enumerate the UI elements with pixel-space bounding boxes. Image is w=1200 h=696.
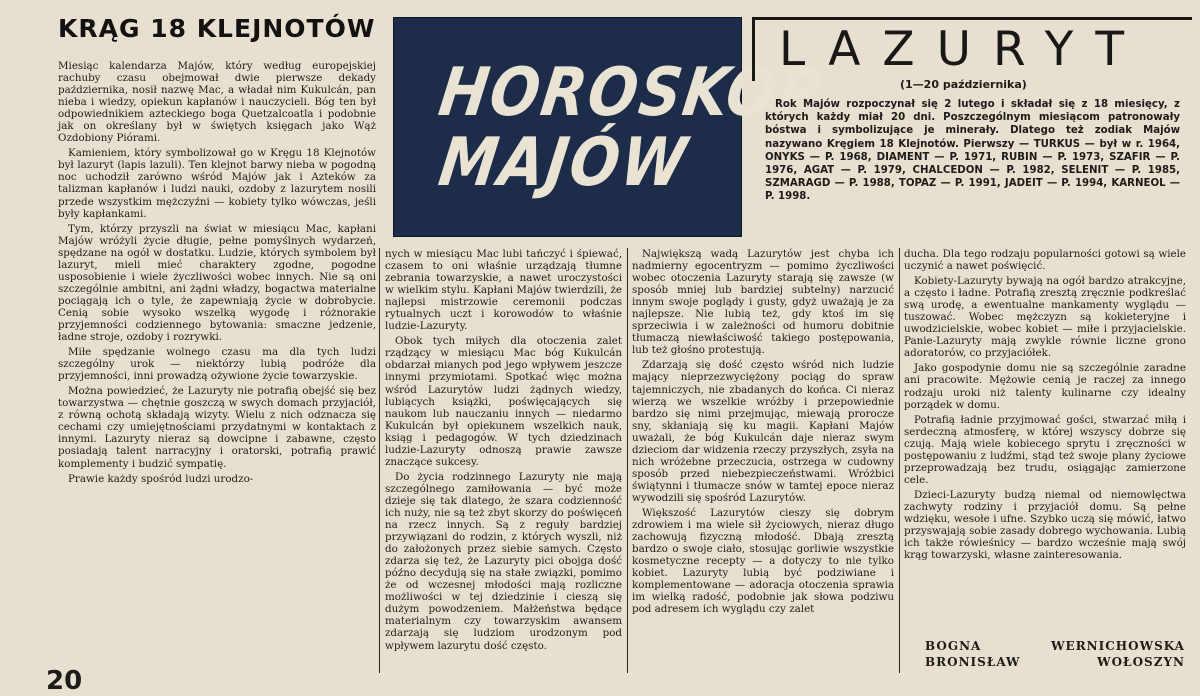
paragraph: Można powiedzieć, że Lazuryty nie potrafią obejść się bez towarzystwa — chętnie goszczą w swych domach przyjaciół, z równą ochotą składają wizyty. Wielu z nich odznacza się cechami czy umiejętnościami przydatnymi w kontaktach z innymi. Lazuryty nieraz są dowcipne i zabawne, często posiadają talent narracyjny i oratorski, potrafią prawić komplementy i budzić sympatię.	[58, 385, 376, 470]
paragraph: Miesiąc kalendarza Majów, który według europejskiej rachuby czasu obejmował dwie pierwsze dekady października, nosił nazwę Mac, a władał nim Kukulcán, pan nieba i wiedzy, opiekun kapłanów i nauczycieli. Bóg ten był odpowiednikiem azteckiego boga Quetzalcoatla i podobnie jak on określany był w świętych księgach jako Wąż Ozdobiony Piórami.	[58, 60, 376, 145]
page-number: 20	[46, 666, 83, 696]
author-last-name: WERNICHOWSKA	[1051, 639, 1185, 653]
column-rule	[899, 248, 900, 673]
sign-title: LAZURYT	[752, 17, 1192, 81]
paragraph: Zdarzają się dość często wśród nich ludzie mający nieprzezwyciężony pociąg do spraw tajemniczych, nie zbadanych do końca. Ci nieraz wierzą we wszelkie wróżby i przepowiednie bardzo się nimi przejmując, miewają prorocze sny, skłaniają się ku magii. Kapłani Majów uważali, że bóg Kukulcán daje nieraz swym dzieciom dar widzenia rzeczy przyszłych, zsyła na nich wróżebne przeczucia, ostrzega w cudowny sposób przed niebezpieczeństwami. Wróżbici świątynni i tłumacze snów w tamtej epoce nieraz wywodzili się spośród Lazurytów.	[632, 359, 894, 504]
intro-text: Rok Majów rozpoczynał się 2 lutego i składał się z 18 miesięcy, z których każdy miał 20 dni. Poszczególnym miesiącom patronowały bóstwa i symbolizujące je minerały. Dlatego też zodiak Majów nazywano Kręgiem 18 Klejnotów. Pierwszy — TURKUS — był w r. 1964, ONYKS — P. 1968, DIAMENT — P. 1971, RUBIN — P. 1973, SZAFIR — P. 1976, AGAT — P. 1979, CHALCEDON — P. 1982, SELENIT — P. 1985, SZMARAGD — P. 1988, TOPAZ — P. 1991, JADEIT — P. 1994, KARNEOL — P. 1998.	[765, 99, 1180, 203]
author-first-name: BRONISŁAW	[925, 655, 1021, 669]
column-rule	[627, 248, 628, 673]
horoscope-title-line1: HOROSKOP	[434, 52, 829, 132]
text-column-2	[385, 248, 622, 655]
text-column-4	[904, 248, 1186, 564]
paragraph: Do życia rodzinnego Lazuryty nie mają szczególnego zamiłowania — być może dzieje się tak dlatego, że szara codzienność ich nuży, nie są też zbyt skorzy do poświęceń na rzecz innych. Są z reguły bardziej przywiązani do rodzin, z których wyszli, niż do założonych przez siebie samych. Często zdarza się też, że Lazuryty pici obojga dość późno decydują się na stałe związki, pomimo że od wczesnej młodości mają rozliczne możliwości w tej dziedzinie i cieszą się dużym powodzeniem. Małżeństwa będące materialnym czy towarzyskim awansem zdarzają się ludziom urodzonym pod wpływem lazurytu dość często.	[385, 470, 622, 652]
author-last-name: WOŁOSZYN	[1097, 655, 1185, 669]
paragraph: ducha. Dla tego rodzaju popularności gotowi są wiele uczynić a nawet poświęcić.	[904, 248, 1186, 273]
intro-paragraph	[765, 98, 1180, 204]
author-first-name: BOGNA	[925, 639, 982, 653]
sign-dates: (1—20 października)	[900, 78, 1027, 91]
paragraph: Obok tych miłych dla otoczenia zalet rządzący w miesiącu Mac bóg Kukulcán obdarzał mianych pod jego wpływem jeszcze innymi przymiotami. Spotkać więc można wśród Lazurytów ludzi żądnych wiedzy, lubiących książki, poświęcających się naukom lub nauczaniu innych — niedarmo Kukulcán był opiekunem wszelkich nauk, ksiąg i pedagogów. W tych dziedzinach ludzie-Lazuryty odnoszą prawie zawsze znaczące sukcesy.	[385, 335, 622, 468]
paragraph: Kobiety-Lazuryty bywają na ogół bardzo atrakcyjne, a często i ładne. Potrafią zresztą zręcznie podkreślać swą urodę, a ewentualne mankamenty wyglądu — tuszować. Wobec mężczyzn są kokieteryjne i uwodzicielskie, wobec kobiet — miłe i przyjacielskie. Panie-Lazuryty mają zwykle równie liczne grono adoratorów, co przyjaciółek.	[904, 275, 1186, 360]
signature-line	[925, 654, 1185, 670]
column-rule	[379, 248, 380, 673]
horoscope-title-line2: MAJÓW	[434, 122, 693, 202]
paragraph: Kamieniem, który symbolizował go w Kręgu 18 Klejnotów był lazuryt (lapis lazuli). Ten klejnot barwy nieba w pogodną noc uchodził zarówno wśród Majów jak i Azteków za talizman kapłanów i ludzi nauki, ozdoby z lazurytem nosili przede wszystkim mężczyźni — kobiety tylko wówczas, jeśli były kapłankami.	[58, 147, 376, 220]
signature-line	[925, 638, 1185, 654]
paragraph: Jako gospodynie domu nie są szczególnie zaradne ani pracowite. Mężowie cenią je raczej za innego rodzaju uroki niż talenty kulinarne czy idealny porządek w domu.	[904, 362, 1186, 411]
paragraph: Potrafią ładnie przyjmować gości, stwarzać miłą i serdeczną atmosferę, w której wszyscy dobrze się czują. Mają wiele kobiecego sprytu i zręczności w postępowaniu z ludźmi, stąd też swoje plany życiowe przeprowadzają bez trudu, osiągając zamierzone cele.	[904, 413, 1186, 486]
paragraph: nych w miesiącu Mac lubi tańczyć i śpiewać, czasem to oni właśnie urządzają tłumne zebrania towarzyskie, a nawet uroczystości w wielkim stylu. Kapłani Majów twierdzili, że najlepsi mistrzowie ceremonii podczas rytualnych uczt i korowodów to właśnie ludzie-Lazuryty.	[385, 248, 622, 333]
paragraph: Miłe spędzanie wolnego czasu ma dla tych ludzi szczególny urok — niektórzy lubią podróże dla przyjemności, inni prowadzą ożywione życie towarzyskie.	[58, 346, 376, 383]
paragraph: Prawie każdy spośród ludzi urodzo-	[68, 472, 254, 485]
horoscope-title-box	[393, 17, 829, 237]
text-column-1	[58, 60, 376, 488]
paragraph: Tym, którzy przyszli na świat w miesiącu Mac, kapłani Majów wróżyli życie długie, pełne pomyślnych wydarzeń, spędzane na ogół w dostatku. Ludzie, których symbolem był lazuryt, mieli mieć charaktery zgodne, pogodne usposobienie i wiele życzliwości wobec innych. Nie są oni szczególnie ambitni, ani żądni władzy, bogactwa materialne pociągają ich o tyle, że zapewniają życie w dobrobycie. Cenią sobie wysoko wszelką wygodę i różnorakie przyjemności codziennego bytowania: smaczne jedzenie, ładne stroje, ozdoby i rozrywki.	[58, 222, 376, 344]
paragraph: Największą wadą Lazurytów jest chyba ich nadmierny egocentryzm — pomimo życzliwości wobec otoczenia Lazuryty starają się zawsze (w sposób mniej lub bardziej subtelny) narzucić innym swoje poglądy i gusty, gdyż uważają je za najlepsze. Nie lubią też, gdy ktoś im się sprzeciwia i w zależności od humoru dobitnie tłumaczą niewłaściwość takiego postępowania, lub też głośno protestują.	[632, 248, 894, 357]
article-left-title: KRĄG 18 KLEJNOTÓW	[58, 14, 376, 43]
paragraph: Dzieci-Lazuryty budzą niemal od niemowlęctwa zachwyty rodziny i przyjaciół domu. Są pełne wdzięku, wesołe i ufne. Szybko uczą się mówić, łatwo przyswajają sobie zasady dobrego wychowania. Lubią ich także rówieśnicy — bardzo wcześnie mają swój krąg towarzyski, własne zainteresowania.	[904, 488, 1186, 562]
text-column-3	[632, 248, 894, 618]
paragraph: Większość Lazurytów cieszy się dobrym zdrowiem i ma wiele sił życiowych, nieraz długo zachowują fizyczną młodość. Dbają zresztą bardzo o swoje ciało, stosując gorliwie wszystkie kosmetyczne recepty — a dotyczy to nie tylko kobiet. Lazuryty lubią być podziwiane i komplementowane — adoracja otoczenia sprawia im wielką radość, podobnie jak słowa podziwu pod adresem ich wyglądu czy zalet	[632, 506, 894, 616]
author-signature	[925, 638, 1185, 670]
